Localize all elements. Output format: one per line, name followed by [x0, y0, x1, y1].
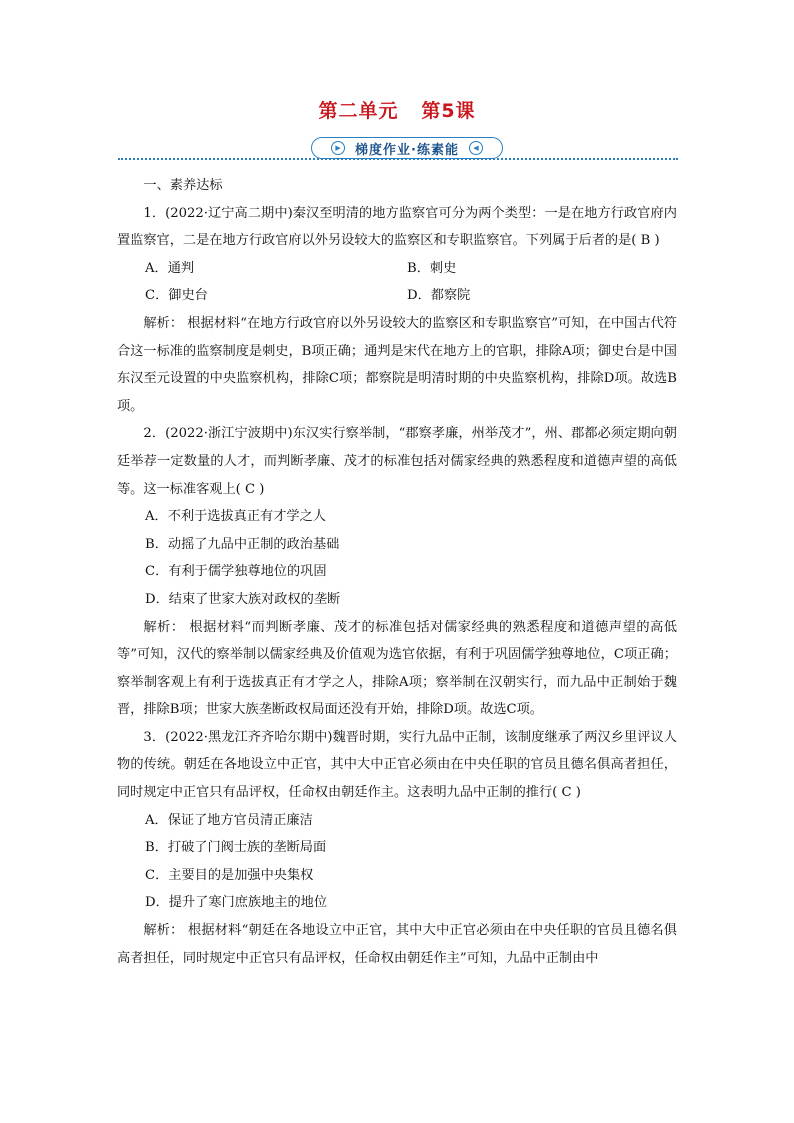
option: A．通判 — [145, 260, 195, 276]
document-body — [117, 172, 677, 972]
play-left-icon: ◀ — [469, 141, 483, 155]
option: D．结束了世家大族对政权的垄断 — [145, 591, 341, 607]
question-1-stem: 1．(2022·辽宁高二期中)秦汉至明清的地方监察官可分为两个类型：一是在地方行政官府内置监察官，二是在地方行政官府以外另设较大的监察区和专职监察官。下列属于后者的是( B ) — [117, 205, 677, 249]
option: A．不利于选拔真正有才学之人 — [145, 509, 326, 525]
question-2-analysis: 解析： 根据材料“而判断孝廉、茂才的标准包括对儒家经典的熟悉程度和道德声望的高低等”可知，汉代的察举制以儒家经典及价值观为选官依据，有利于巩固儒学独尊地位，C项正确；察举制客观上有利于选拔真正有才学之人，排除A项；察举制在汉朝实行，而九品中正制始于魏晋，排除B项；世家大族垄断政权局面还没有开始，排除D项。故选C项。 — [117, 619, 677, 718]
banner-badge — [311, 137, 503, 159]
question-3-stem: 3．(2022·黑龙江齐齐哈尔期中)魏晋时期，实行九品中正制，该制度继承了两汉乡里评议人物的传统。朝廷在各地设立中正官，其中大中正官必须由在中央任职的官员且德名俱高者担任，同时规定中正官只有品评权，任命权由朝廷作主。这表明九品中正制的推行( C ) — [117, 729, 677, 801]
option: C．主要目的是加强中央集权 — [145, 867, 314, 883]
option: A．保证了地方官员清正廉洁 — [145, 812, 313, 828]
question-2-stem: 2．(2022·浙江宁波期中)东汉实行察举制，“郡察孝廉，州举茂才”，州、郡都必须定期向朝廷举荐一定数量的人才，而判断孝廉、茂才的标准包括对儒家经典的熟悉程度和道德声望的高低等。这一标准客观上( C ) — [117, 426, 677, 497]
lesson-label: 第5课 — [421, 100, 476, 122]
option: B．动摇了九品中正制的政治基础 — [145, 536, 340, 552]
section-banner — [118, 137, 678, 159]
option: B．打破了门阀士族的垄断局面 — [145, 840, 327, 856]
banner-label: 梯度作业·练素能 — [355, 142, 459, 158]
option: D．都察院 — [407, 288, 471, 304]
question-1-analysis: 解析： 根据材料“在地方行政官府以外另设较大的监察区和专职监察官”可知，在中国古代符合这一标准的监察制度是刺史，B项正确；通判是宋代在地方上的官职，排除A项；御史台是中国东汉至元设置的中央监察机构，排除C项；都察院是明清时期的中央监察机构，排除D项。故选B项。 — [117, 315, 677, 414]
option: C．御史台 — [145, 288, 208, 304]
unit-label: 第二单元 — [318, 100, 399, 122]
section-heading: 一、素养达标 — [143, 178, 223, 193]
option: D．提升了寒门庶族地主的地位 — [145, 895, 328, 911]
lesson-title — [0, 96, 794, 123]
option: B．刺史 — [407, 260, 457, 276]
question-1-options-row-1 — [117, 255, 677, 283]
play-right-icon: ▶ — [331, 141, 345, 155]
option: C．有利于儒学独尊地位的巩固 — [145, 564, 327, 580]
question-3-analysis: 解析： 根据材料“朝廷在各地设立中正官，其中大中正官必须由在中央任职的官员且德名俱高者担任，同时规定中正官只有品评权，任命权由朝廷作主”可知，九品中正制由中 — [117, 923, 677, 966]
question-1-options-row-2 — [117, 282, 677, 310]
